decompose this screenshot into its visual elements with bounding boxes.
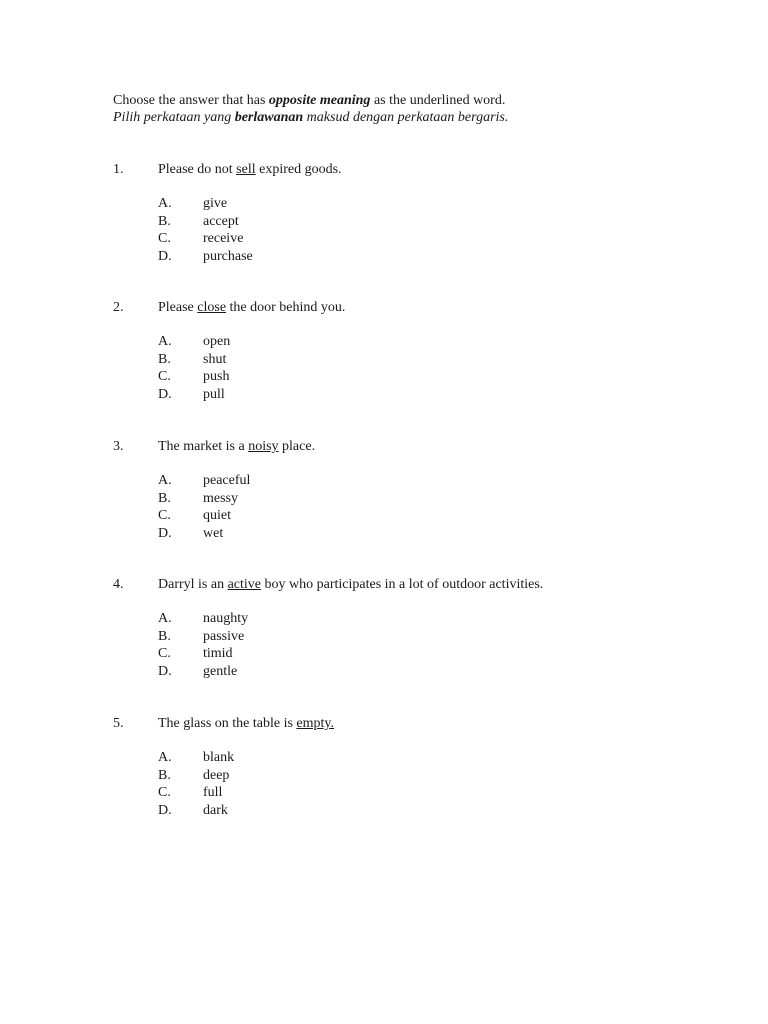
instruction-malay-emphasis: berlawanan (234, 110, 304, 125)
option-text: give (203, 196, 228, 211)
option-text: deep (203, 767, 230, 783)
option-letter: C. (158, 231, 171, 246)
question-text (158, 438, 315, 455)
option-text: gentle (203, 663, 238, 679)
option-text: passive (203, 628, 245, 644)
underlined-word: sell (236, 162, 256, 177)
instruction-malay-post: maksud dengan perkataan bergaris. (303, 110, 509, 125)
instruction-english-post: as the underlined word. (370, 93, 506, 108)
question-number: 5. (113, 716, 124, 731)
option-text: quiet (203, 508, 231, 523)
underlined-word: close (197, 300, 227, 315)
option-text: naughty (203, 611, 249, 626)
instruction-english (113, 92, 505, 109)
option-letter: C. (158, 785, 171, 800)
option-text: purchase (203, 248, 253, 264)
option-letter: C. (158, 508, 171, 523)
question-1 (113, 161, 713, 301)
underlined-word: noisy (248, 439, 279, 454)
option-letter: A. (158, 196, 172, 211)
question-2 (113, 299, 713, 439)
option-letter: B. (158, 490, 171, 506)
option-letter: B. (158, 628, 171, 644)
question-number: 3. (113, 439, 124, 454)
option-text: accept (203, 213, 239, 229)
question-text-pre: The market is a (158, 439, 249, 454)
underlined-word: empty. (296, 716, 335, 731)
question-text-post: boy who participates in a lot of outdoor activities. (261, 577, 544, 592)
question-5 (113, 715, 713, 855)
option-letter: B. (158, 213, 171, 229)
question-text-post: the door behind you. (226, 300, 346, 315)
option-text: full (203, 785, 223, 800)
question-number: 4. (113, 577, 124, 592)
question-text-pre: The glass on the table is (158, 716, 297, 731)
question-text-post: place. (278, 439, 316, 454)
question-text (158, 715, 334, 732)
option-text: push (203, 369, 230, 384)
option-text: open (203, 334, 231, 349)
instruction-malay (113, 109, 508, 126)
option-text: blank (203, 750, 235, 765)
instruction-english-emphasis: opposite meaning (268, 93, 371, 108)
question-number: 1. (113, 162, 124, 177)
option-text: dark (203, 802, 228, 818)
option-text: shut (203, 351, 227, 367)
underlined-word: active (227, 577, 262, 592)
option-text: messy (203, 490, 238, 506)
question-text-pre: Please do not (158, 162, 237, 177)
option-letter: C. (158, 369, 171, 384)
option-letter: D. (158, 663, 172, 679)
question-text (158, 161, 342, 178)
option-letter: B. (158, 767, 171, 783)
question-text-pre: Please (158, 300, 198, 315)
option-letter: D. (158, 386, 172, 402)
instruction-english-pre: Choose the answer that has (113, 93, 269, 108)
option-text: timid (203, 646, 233, 661)
question-text (158, 299, 345, 316)
option-text: wet (203, 525, 224, 541)
question-4 (113, 576, 713, 716)
option-letter: A. (158, 611, 172, 626)
option-letter: C. (158, 646, 171, 661)
option-letter: D. (158, 248, 172, 264)
option-text: peaceful (203, 473, 251, 488)
question-3 (113, 438, 713, 578)
question-text-pre: Darryl is an (158, 577, 228, 592)
option-letter: A. (158, 473, 172, 488)
option-text: receive (203, 231, 244, 246)
option-letter: A. (158, 750, 172, 765)
option-letter: B. (158, 351, 171, 367)
option-letter: D. (158, 525, 172, 541)
option-text: pull (203, 386, 225, 402)
question-number: 2. (113, 300, 124, 315)
question-text-post: expired goods. (255, 162, 342, 177)
option-letter: D. (158, 802, 172, 818)
instruction-malay-pre: Pilih perkataan yang (113, 110, 235, 125)
option-letter: A. (158, 334, 172, 349)
question-text (158, 576, 543, 593)
